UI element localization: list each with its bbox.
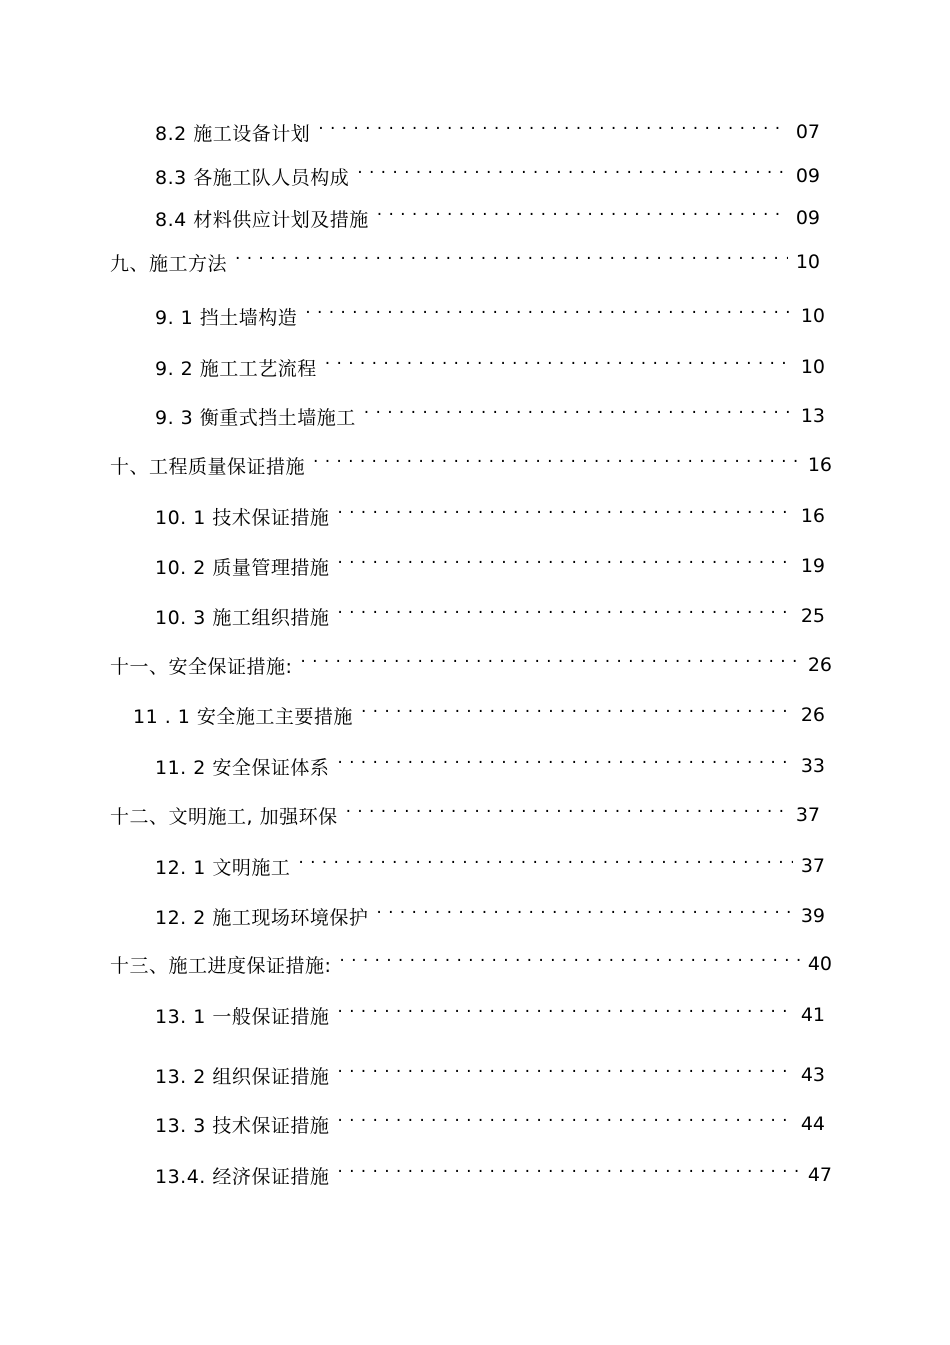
toc-entry-page: 16: [800, 505, 825, 527]
toc-entry-title: 10. 1 技术保证措施: [155, 506, 330, 529]
toc-entry-page: 13: [800, 405, 825, 427]
toc-entry-title: 13. 2 组织保证措施: [155, 1065, 330, 1088]
toc-entry-page: 39: [800, 905, 825, 927]
toc-entry-page: 16: [807, 454, 832, 476]
toc-entry: [155, 901, 825, 931]
toc-entry-title: 9. 2 施工工艺流程: [155, 357, 317, 380]
toc-dot-leader: [318, 117, 788, 147]
toc-dot-leader: [361, 700, 793, 730]
toc-entry-page: 10: [800, 305, 825, 327]
toc-entry-title: 13. 1 一般保证措施: [155, 1005, 330, 1028]
toc-entry-title: 10. 2 质量管理措施: [155, 556, 330, 579]
toc-entry-page: 44: [800, 1113, 825, 1135]
toc-entry-page: 10: [795, 251, 820, 273]
toc-entry: [155, 601, 825, 631]
toc-entry-page: 07: [795, 121, 820, 143]
toc-dot-leader: [313, 450, 800, 480]
toc-dot-leader: [305, 301, 793, 331]
toc-dot-leader: [325, 352, 793, 382]
toc-dot-leader: [337, 601, 793, 631]
toc-entry-title: 11. 2 安全保证体系: [155, 756, 330, 779]
toc-entry-title: 8.3 各施工队人员构成: [155, 166, 350, 189]
toc-entry: [155, 751, 825, 781]
toc-entry-title: 11 . 1 安全施工主要措施: [133, 705, 353, 728]
toc-entry-page: 37: [795, 804, 820, 826]
toc-entry-title: 8.2 施工设备计划: [155, 122, 311, 145]
toc-entry-title: 十一、安全保证措施:: [110, 655, 293, 678]
toc-entry-title: 12. 2 施工现场环境保护: [155, 906, 369, 929]
toc-entry-title: 10. 3 施工组织措施: [155, 606, 330, 629]
toc-entry-title: 9. 1 挡土墙构造: [155, 306, 298, 329]
toc-entry-page: 33: [800, 755, 825, 777]
toc-entry-page: 41: [800, 1004, 825, 1026]
toc-entry-page: 43: [800, 1064, 825, 1086]
toc-entry-title: 十三、施工进度保证措施:: [110, 954, 332, 977]
toc-dot-leader: [346, 800, 788, 830]
toc-entry: [155, 551, 825, 581]
toc-entry: [155, 203, 820, 233]
toc-entry: [155, 401, 825, 431]
toc-entry: [155, 301, 825, 331]
toc-entry: [155, 501, 825, 531]
toc-entry: [155, 1160, 832, 1190]
toc-entry-page: 10: [800, 356, 825, 378]
toc-dot-leader: [300, 650, 800, 680]
toc-entry-page: 09: [795, 165, 820, 187]
toc-entry: [155, 1060, 825, 1090]
toc-dot-leader: [357, 161, 788, 191]
toc-dot-leader: [337, 1000, 793, 1030]
toc-entry-title: 九、施工方法: [110, 252, 228, 275]
toc-entry-page: 25: [800, 605, 825, 627]
toc-entry: [155, 851, 825, 881]
toc-entry-title: 9. 3 衡重式挡土墙施工: [155, 406, 356, 429]
toc-dot-leader: [364, 401, 793, 431]
toc-entry: [155, 352, 825, 382]
toc-entry: [110, 650, 832, 680]
toc-dot-leader: [337, 1060, 793, 1090]
toc-entry-title: 13.4. 经济保证措施: [155, 1165, 330, 1188]
toc-entry: [110, 247, 820, 277]
toc-entry-title: 12. 1 文明施工: [155, 856, 291, 879]
toc-entry-title: 十、工程质量保证措施: [110, 455, 306, 478]
toc-entry-page: 26: [807, 654, 832, 676]
toc-dot-leader: [376, 901, 793, 931]
toc-dot-leader: [339, 949, 800, 979]
toc-entry-page: 09: [795, 207, 820, 229]
toc-entry: [155, 1109, 825, 1139]
toc-entry: [110, 800, 820, 830]
toc-entry-page: 19: [800, 555, 825, 577]
toc-entry: [110, 450, 832, 480]
toc-entry-page: 40: [807, 953, 832, 975]
toc-dot-leader: [337, 751, 793, 781]
toc-entry: [133, 700, 825, 730]
toc-entry: [155, 161, 820, 191]
toc-entry-page: 26: [800, 704, 825, 726]
toc-dot-leader: [298, 851, 793, 881]
toc-dot-leader: [377, 203, 788, 233]
toc-entry-title: 十二、文明施工, 加强环保: [110, 805, 338, 828]
toc-dot-leader: [337, 1160, 800, 1190]
toc-dot-leader: [235, 247, 788, 277]
toc-dot-leader: [337, 551, 793, 581]
toc-entry: [110, 949, 832, 979]
toc-entry-title: 13. 3 技术保证措施: [155, 1114, 330, 1137]
toc-entry: [155, 1000, 825, 1030]
toc-entry-title: 8.4 材料供应计划及措施: [155, 208, 369, 231]
toc-entry: [155, 117, 820, 147]
toc-entry-page: 47: [807, 1164, 832, 1186]
toc-entry-page: 37: [800, 855, 825, 877]
toc-dot-leader: [337, 501, 793, 531]
toc-dot-leader: [337, 1109, 793, 1139]
